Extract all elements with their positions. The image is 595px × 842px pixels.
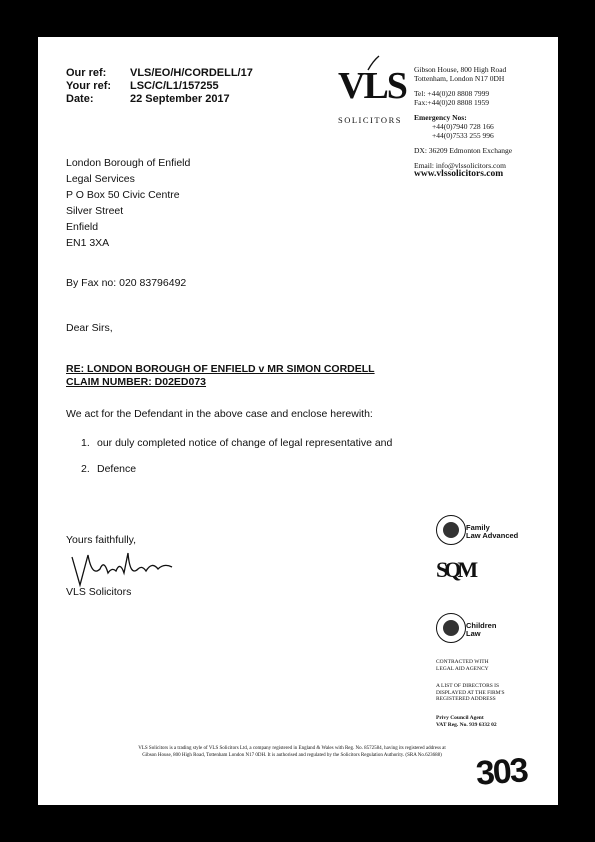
- salutation: Dear Sirs,: [66, 322, 113, 334]
- phone-block: [414, 89, 554, 107]
- ref-row-your: [66, 80, 253, 93]
- vls-logo: [336, 55, 408, 125]
- law-society-seal-icon: [436, 515, 466, 545]
- notice-line: CONTRACTED WITH: [436, 659, 489, 665]
- emergency-block: [414, 113, 554, 140]
- contact-block: [414, 65, 554, 179]
- recipient-line: P O Box 50 Civic Centre: [66, 189, 180, 201]
- address-line: Tottenham, London N17 0DH: [414, 74, 505, 83]
- badge-label: Law: [466, 629, 481, 638]
- badge-label: Family: [466, 523, 490, 532]
- notice-line: VAT Reg. No. 939 6332 02: [436, 721, 497, 728]
- notice-line: A LIST OF DIRECTORS IS: [436, 683, 500, 689]
- notice-line: REGISTERED ADDRESS: [436, 696, 496, 702]
- ref-label: Your ref:: [66, 80, 112, 92]
- privy-notice: [436, 715, 497, 728]
- law-society-seal-icon: [436, 613, 466, 643]
- email-link[interactable]: Email: info@vlssolicitors.com: [414, 161, 506, 170]
- footer-line: VLS Solicitors is a trading style of VLS Solicitors Ltd, a company registered in England & Wales with Reg. No. 8572584, having its registered address at: [138, 746, 446, 751]
- list-item: [81, 461, 392, 477]
- recipient-line: Legal Services: [66, 173, 135, 185]
- family-law-badge: [436, 515, 546, 545]
- list-text: Defence: [97, 463, 137, 475]
- notice-line: DISPLAYED AT THE FIRM'S: [436, 689, 505, 696]
- emergency-number: +44(0)7940 728 166: [432, 122, 494, 131]
- recipient-line: Enfield: [66, 221, 99, 233]
- list-number: 1.: [81, 437, 90, 449]
- reference-block: [66, 67, 253, 106]
- subject-heading: [66, 363, 375, 389]
- ref-label: Date:: [66, 93, 94, 105]
- fax-number: Fax:+44(0)20 8808 1959: [414, 98, 490, 107]
- claim-number: CLAIM NUMBER: D02ED073: [66, 376, 207, 388]
- badge-label: Law Advanced: [466, 531, 519, 540]
- list-item: [81, 435, 392, 451]
- badge-label: Children: [466, 621, 497, 630]
- dx-number: DX: 36209 Edmonton Exchange: [414, 146, 513, 155]
- footer-legal: [82, 746, 502, 759]
- ref-value: 22 September 2017: [130, 93, 230, 105]
- enclosure-list: [81, 435, 392, 487]
- signatory-name: VLS Solicitors: [66, 586, 132, 598]
- notice-line: LEGAL AID AGENCY: [436, 665, 489, 672]
- directors-notice: [436, 683, 505, 703]
- recipient-address: [66, 155, 190, 251]
- recipient-line: London Borough of Enfield: [66, 157, 191, 169]
- emergency-number: +44(0)7533 255 996: [432, 131, 494, 140]
- firm-address: [414, 65, 554, 83]
- recipient-line: EN1 3XA: [66, 237, 110, 249]
- children-law-badge: [436, 613, 546, 643]
- body-intro: We act for the Defendant in the above case and enclose herewith:: [66, 408, 373, 420]
- website-link[interactable]: www.vlssolicitors.com: [414, 169, 504, 179]
- ref-label: Our ref:: [66, 67, 107, 79]
- fax-line: By Fax no: 020 83796492: [66, 277, 187, 289]
- valediction: Yours faithfully,: [66, 534, 137, 546]
- logo-mark: VLS: [338, 65, 406, 107]
- sqm-logo: SQM: [436, 557, 475, 582]
- tel-number: Tel: +44(0)20 8808 7999: [414, 89, 490, 98]
- recipient-line: Silver Street: [66, 205, 124, 217]
- letter-page: [38, 37, 558, 805]
- ref-value: VLS/EO/H/CORDELL/17: [130, 67, 253, 79]
- list-number: 2.: [81, 463, 90, 475]
- address-line: Gibson House, 800 High Road: [414, 65, 507, 74]
- list-text: our duly completed notice of change of legal representative and: [97, 437, 393, 449]
- ref-value: LSC/C/L1/157255: [130, 80, 219, 92]
- subject-line: RE: LONDON BOROUGH OF ENFIELD v MR SIMON CORDELL: [66, 363, 375, 375]
- ref-row-our: [66, 67, 253, 80]
- signature-image: [66, 547, 176, 589]
- footer-line: Gibson House, 800 High Road, Tottenham London N17 0DH. It is authorised and regulated by the Solicitors Regulation Authority. (SRA No.623688): [142, 752, 442, 758]
- notice-line: Privy Council Agent: [436, 715, 484, 721]
- emergency-label: Emergency Nos:: [414, 113, 467, 122]
- ref-row-date: [66, 93, 253, 106]
- logo-subtitle: SOLICITORS: [338, 115, 402, 125]
- handwritten-page-number: 303: [474, 751, 528, 793]
- contracted-notice: [436, 659, 489, 672]
